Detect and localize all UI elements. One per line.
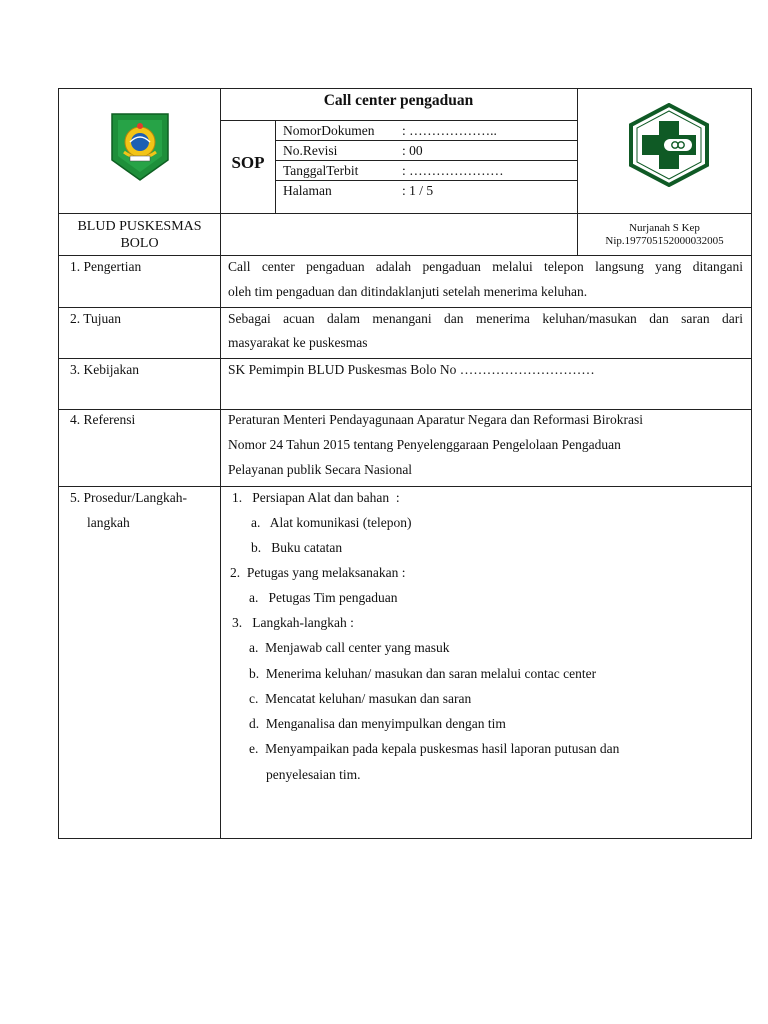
list-item: penyelesaian tim. [266, 767, 361, 782]
puskesmas-logo-icon [628, 103, 710, 187]
document-title: Call center pengaduan [323, 92, 474, 109]
list-item: a. Menjawab call center yang masuk [249, 640, 450, 655]
referensi-text-line1: Peraturan Menteri Pendayagunaan Aparatur Negara dan Reformasi Birokrasi [228, 412, 643, 427]
list-item: e. Menyampaikan pada kepala puskesmas hasil laporan putusan dan [249, 741, 620, 756]
list-item: d. Menganalisa dan menyimpulkan dengan tim [249, 716, 506, 731]
list-item: a. Petugas Tim pengaduan [249, 590, 398, 605]
list-item: 1. Persiapan Alat dan bahan : [232, 490, 400, 505]
field-label-halaman: Halaman [283, 183, 332, 198]
field-value-terbit: : ………………… [402, 163, 504, 178]
field-value-revisi: : 00 [402, 143, 423, 158]
list-item: a. Alat komunikasi (telepon) [251, 515, 412, 530]
list-item: c. Mencatat keluhan/ masukan dan saran [249, 691, 472, 706]
signer-nip: Nip.197705152000032005 [605, 235, 724, 247]
section-label-prosedur: 5. Prosedur/Langkah- [70, 490, 187, 505]
signer-name: Nurjanah S Kep [629, 222, 700, 234]
referensi-text-line2: Nomor 24 Tahun 2015 tentang Penyelenggaraan Pengelolaan Pengaduan [228, 437, 621, 452]
section-label-prosedur-cont: langkah [87, 515, 130, 530]
field-label-terbit: TanggalTerbit [283, 163, 359, 178]
regional-emblem-icon [110, 112, 170, 182]
section-label-kebijakan: 3. Kebijakan [70, 362, 139, 377]
pengertian-text-line2: oleh tim pengaduan dan ditindaklanjuti setelah menerima keluhan. [228, 284, 588, 299]
tujuan-text-line1: Sebagai acuan dalam menangani dan menerima keluhan/masukan dan saran dari [228, 311, 743, 326]
field-label-revisi: No.Revisi [283, 143, 338, 158]
section-label-referensi: 4. Referensi [70, 412, 136, 427]
pengertian-text-line1: Call center pengaduan adalah pengaduan melalui telepon langsung yang ditangani [228, 259, 743, 274]
list-item: 2. Petugas yang melaksanakan : [230, 565, 406, 580]
section-label-tujuan: 2. Tujuan [70, 311, 122, 326]
referensi-text-line3: Pelayanan publik Secara Nasional [228, 462, 413, 477]
list-item: b. Menerima keluhan/ masukan dan saran melalui contac center [249, 666, 597, 681]
sop-label: SOP [231, 153, 265, 172]
field-value-halaman: : 1 / 5 [402, 183, 434, 198]
field-label-nomor: NomorDokumen [283, 123, 375, 138]
list-item: b. Buku catatan [251, 540, 343, 555]
field-value-nomor: : ……………….. [402, 123, 497, 138]
kebijakan-text: SK Pemimpin BLUD Puskesmas Bolo No ………………………… [228, 362, 595, 377]
organization-name: BLUD PUSKESMAS BOLO [77, 219, 202, 251]
list-item: 3. Langkah-langkah : [232, 615, 354, 630]
section-label-pengertian: 1. Pengertian [70, 259, 142, 274]
tujuan-text-line2: masyarakat ke puskesmas [228, 335, 368, 350]
